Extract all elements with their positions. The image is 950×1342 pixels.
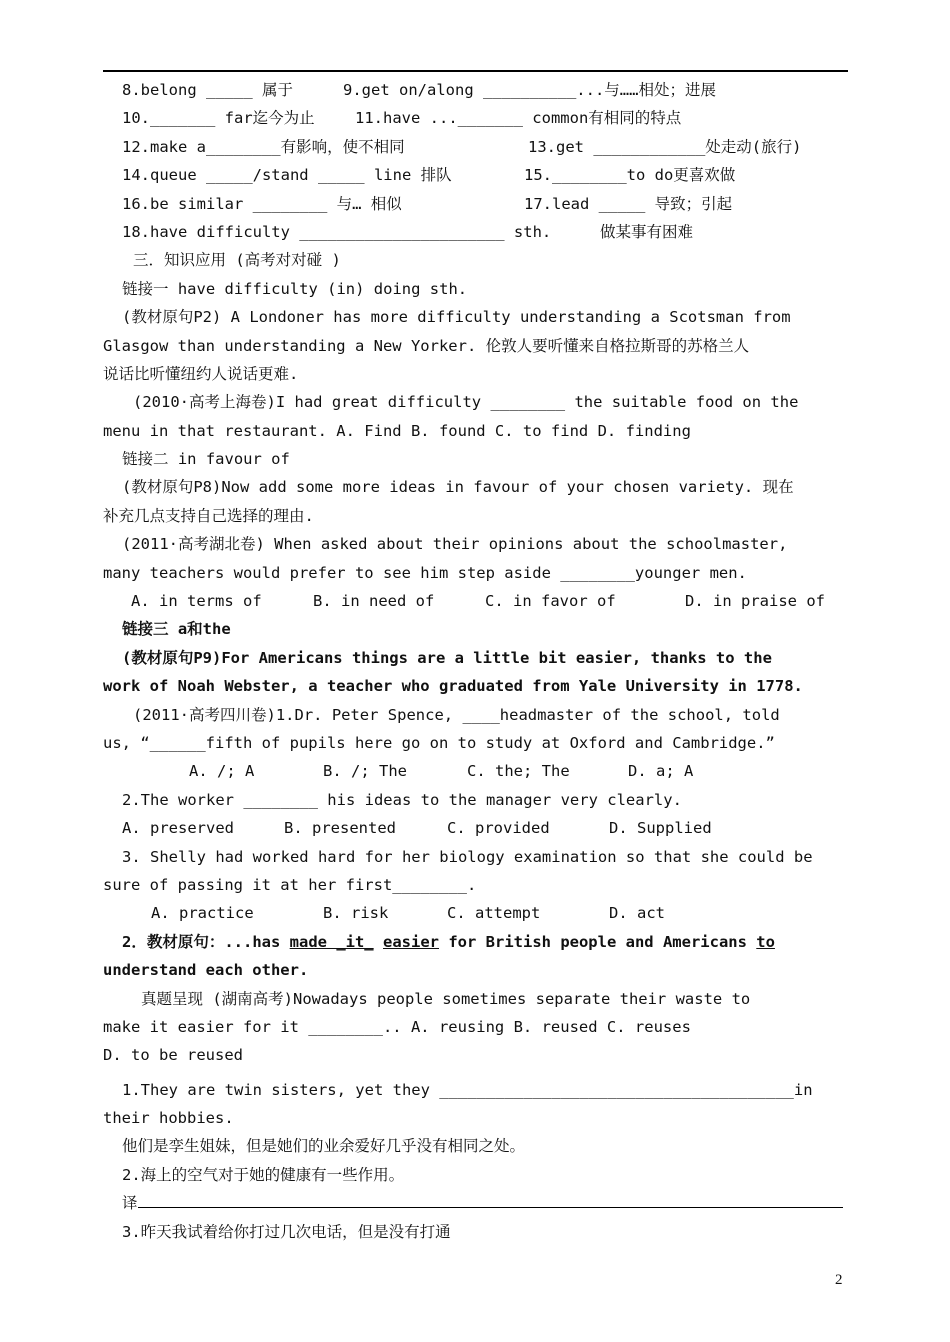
q2-option-c: C. provided: [447, 819, 550, 838]
link-2-original-line-1: (教材原句P8)Now add some more ideas in favour of your chosen variety. 现在: [122, 478, 794, 497]
translate-1-line-2: their hobbies.: [103, 1109, 234, 1128]
link-3-q3-line-1: 3. Shelly had worked hard for her biology examination so that she could be: [122, 847, 813, 866]
q3-option-a: A. practice: [151, 904, 254, 923]
vocab-row-5: [103, 190, 848, 218]
q3-option-c: C. attempt: [447, 904, 541, 923]
item-2-made: made: [289, 932, 327, 951]
link-3-original-line-2: work of Noah Webster, a teacher who graduated from Yale University in 1778.: [103, 677, 803, 696]
link-2-option-a: A. in terms of: [131, 592, 262, 611]
document-body: [103, 76, 848, 1246]
vocab-item-17: 17.lead _____ 导致；引起: [524, 194, 733, 213]
link-1-original-line-2: Glasgow than understanding a New Yorker. 伦敦人要听懂来自格拉斯哥的苏格兰人: [103, 336, 750, 355]
link-3-q2: 2.The worker ________ his ideas to the manager very clearly.: [122, 790, 682, 809]
vocab-item-12: 12.make a________有影响，使不相同: [122, 137, 405, 156]
vocab-item-11: 11.have ..._______ common有相同的特点: [355, 109, 682, 128]
link-3-q1-line-2: us, “______fifth of pupils here go on to study at Oxford and Cambridge.”: [103, 733, 775, 752]
vocab-row-4: [103, 161, 848, 189]
vocab-item-16: 16.be similar ________ 与… 相似: [122, 194, 402, 213]
q3-option-d: D. act: [609, 904, 665, 923]
item-2-to: to: [756, 932, 775, 951]
link-2-question-line-1: (2011·高考湖北卷) When asked about their opinions about the schoolmaster,: [122, 535, 788, 554]
item-2-prefix: 2．教材原句：...has: [122, 932, 290, 951]
item-2-easier: easier: [383, 932, 439, 951]
q2-option-d: D. Supplied: [609, 819, 712, 838]
vocab-row-3: [103, 133, 848, 161]
link-2-heading: 链接二 in favour of: [122, 450, 290, 469]
header-rule: [103, 70, 848, 72]
q1-option-a: A. /; A: [189, 762, 255, 781]
vocab-item-18: 18.have difficulty ______________________ sth.: [122, 222, 552, 241]
link-3-q3-line-2: sure of passing it at her first________.: [103, 875, 477, 894]
translate-2-chinese: 2.海上的空气对于她的健康有一些作用。: [122, 1165, 405, 1184]
link-2-option-c: C. in favor of: [485, 592, 616, 611]
q2-option-a: A. preserved: [122, 819, 234, 838]
section-3-heading: 三．知识应用 (高考对对碰 ): [133, 251, 341, 270]
item-2-middle: for British people and Americans: [439, 932, 757, 951]
q3-option-b: B. risk: [323, 904, 389, 923]
link-2-question-line-2: many teachers would prefer to see him step aside ________younger men.: [103, 563, 747, 582]
link-2-option-b: B. in need of: [313, 592, 435, 611]
vocab-item-15: 15.________to do更喜欢做: [524, 166, 736, 185]
item-2-original-line-2: understand each other.: [103, 961, 309, 980]
link-1-heading: 链接一 have difficulty (in) doing sth.: [122, 279, 468, 298]
link-3-q2-options: [103, 814, 848, 842]
q1-option-d: D. a; A: [628, 762, 694, 781]
q2-option-b: B. presented: [284, 819, 396, 838]
translate-2-blank: [138, 1193, 843, 1208]
translate-3-chinese: 3.昨天我试着给你打过几次电话，但是没有打通: [122, 1222, 451, 1241]
link-3-q3-options: [103, 899, 848, 927]
translate-1-line-1: 1.They are twin sisters, yet they ______________________________________in: [122, 1080, 813, 1099]
link-2-original-line-2: 补充几点支持自己选择的理由.: [103, 506, 314, 525]
translate-2-label: 译: [122, 1194, 138, 1213]
link-1-original-line-3: 说话比听懂纽约人说话更难.: [103, 364, 299, 383]
link-3-q1-line-1: (2011·高考四川卷)1.Dr. Peter Spence, ____headmaster of the school, told: [133, 705, 780, 724]
vocab-row-2: [103, 104, 848, 132]
vocab-item-14: 14.queue _____/stand _____ line 排队: [122, 166, 452, 185]
link-2-option-d: D. in praise of: [685, 592, 825, 611]
link-2-options: [103, 587, 848, 615]
vocab-item-8: 8.belong _____ 属于: [122, 81, 293, 99]
vocab-item-13: 13.get ____________处走动(旅行): [528, 137, 802, 156]
link-1-question-line-1: (2010·高考上海卷)I had great difficulty ________ the suitable food on the: [133, 393, 799, 412]
q1-option-c: C. the; The: [467, 762, 570, 781]
vocab-item-10: 10._______ far迄今为止: [122, 109, 315, 128]
q1-option-b: B. /; The: [323, 762, 407, 781]
item-2-original-line-1: [103, 928, 848, 956]
link-3-original-line-1: (教材原句P9)For Americans things are a little bit easier, thanks to the: [122, 648, 772, 667]
item-2-it: _it_: [326, 932, 374, 951]
translate-2-answer-line: [103, 1189, 848, 1217]
vocab-item-18-meaning: 做某事有困难: [600, 222, 694, 241]
item-2-question-line-1: 真题呈现 (湖南高考)Nowadays people sometimes separate their waste to: [141, 989, 751, 1008]
vocab-item-9: 9.get on/along __________...与……相处；进展: [343, 81, 716, 99]
link-3-q1-options: [103, 757, 848, 785]
link-1-original-line-1: (教材原句P2) A Londoner has more difficulty understanding a Scotsman from: [122, 308, 791, 327]
link-3-heading: 链接三 a和the: [122, 620, 231, 639]
item-2-question-line-2: make it easier for it ________.. A. reusing B. reused C. reuses: [103, 1017, 691, 1036]
translate-1-chinese: 他们是孪生姐妹，但是她们的业余爱好几乎没有相同之处。: [122, 1137, 526, 1156]
link-1-question-line-2: menu in that restaurant. A. Find B. found C. to find D. finding: [103, 421, 691, 440]
item-2-question-line-3: D. to be reused: [103, 1046, 243, 1065]
vocab-row-1: [103, 76, 848, 104]
vocab-row-6: [103, 218, 848, 246]
page-number: 2: [835, 1272, 843, 1288]
